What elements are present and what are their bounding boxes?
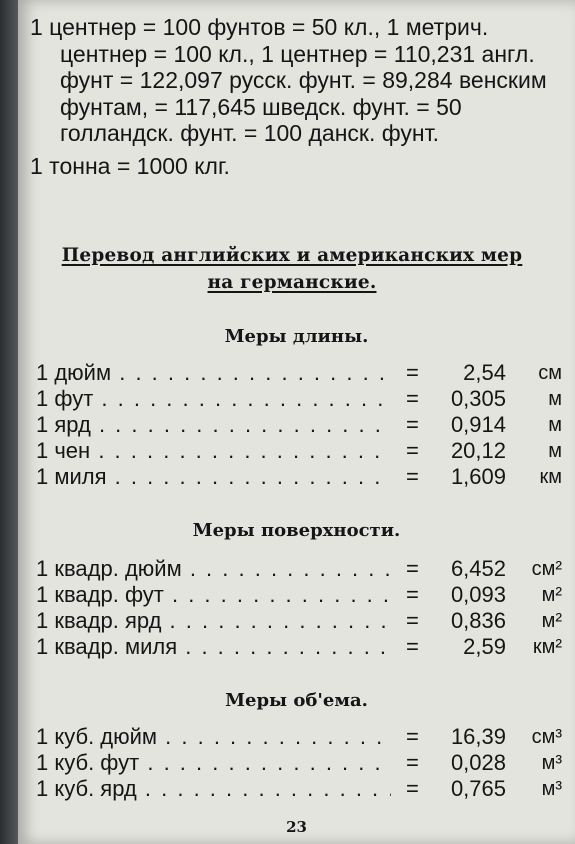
area-heading: Меры поверхности. [192, 520, 401, 541]
measure-unit: м³ [541, 752, 562, 774]
equals-sign: = [406, 608, 419, 633]
measure-value: 0,836 [450, 608, 506, 633]
measure-unit: м [548, 388, 562, 410]
measure-unit: см [538, 362, 562, 384]
table-row [18, 412, 575, 438]
measure-name: 1 фут . . . [36, 386, 391, 412]
measure-unit: м³ [541, 778, 562, 800]
length-table [18, 360, 575, 490]
volume-table [18, 724, 575, 802]
equals-sign: = [406, 750, 419, 775]
equals-sign: = [406, 438, 419, 463]
table-row [18, 750, 575, 776]
measure-name: 1 квадр. ярд . . . [36, 608, 391, 634]
area-table [18, 556, 575, 660]
measure-unit: м² [541, 610, 562, 632]
tonne-paragraph: 1 тонна = 1000 клг. [30, 152, 230, 179]
table-row [18, 582, 575, 608]
equals-sign: = [406, 412, 419, 437]
table-row [18, 464, 575, 490]
measure-unit: м² [541, 584, 562, 606]
book-spine-shadow [0, 0, 18, 844]
book-page [18, 0, 575, 844]
measure-name: 1 чен . . . [36, 438, 391, 464]
equals-sign: = [406, 360, 419, 385]
measure-value: 2,59 [463, 634, 506, 659]
measure-name: 1 куб. фут . . . [36, 750, 391, 776]
table-row [18, 438, 575, 464]
table-row [18, 556, 575, 582]
volume-heading: Меры об'ема. [225, 690, 368, 711]
section-title-line-1: Перевод английских и американских мер [61, 245, 523, 266]
measure-value: 1,609 [450, 464, 506, 489]
section-title-line-2: на германские. [207, 272, 377, 293]
measure-unit: м [548, 440, 562, 462]
measure-value: 0,305 [450, 386, 506, 411]
measure-name: 1 ярд . . . [36, 412, 391, 438]
measure-name: 1 куб. ярд . . . [36, 776, 391, 802]
intro-text [18, 14, 566, 179]
measure-value: 0,765 [450, 776, 506, 801]
measure-value: 6,452 [450, 556, 506, 581]
equals-sign: = [406, 776, 419, 801]
measure-name: 1 квадр. дюйм . . . [36, 556, 391, 582]
measure-unit: см³ [531, 726, 562, 748]
measure-value: 0,028 [450, 750, 506, 775]
measure-name: 1 миля . . . [36, 464, 391, 490]
measure-value: 2,54 [463, 360, 506, 385]
measure-unit: км [539, 466, 562, 488]
measure-name: 1 куб. дюйм . . . [36, 724, 391, 750]
table-row [18, 776, 575, 802]
measure-unit: м [548, 414, 562, 436]
measure-name: 1 квадр. фут . . . [36, 582, 391, 608]
section-title [28, 242, 556, 296]
centner-paragraph: 1 центнер = 100 фунтов = 50 кл., 1 метрич. центнер = 100 кл., 1 центнер = 110,231 англ. фунт = 122,097 русск. фунт. = 89,284 венским фунтам, = 117,645 шведск. фунт. = 50 голландск. фунт. = 100 данск. фунт. [30, 14, 547, 146]
measure-unit: см² [531, 558, 562, 580]
equals-sign: = [406, 556, 419, 581]
measure-value: 0,914 [450, 412, 506, 437]
measure-name: 1 квадр. миля . . . [36, 634, 391, 660]
equals-sign: = [406, 464, 419, 489]
equals-sign: = [406, 724, 419, 749]
equals-sign: = [406, 386, 419, 411]
table-row [18, 724, 575, 750]
page-number: 23 [286, 818, 307, 836]
measure-unit: км² [532, 636, 562, 658]
table-row [18, 634, 575, 660]
measure-value: 0,093 [450, 582, 506, 607]
table-row [18, 608, 575, 634]
equals-sign: = [406, 634, 419, 659]
length-heading: Меры длины. [224, 326, 369, 347]
measure-name: 1 дюйм . . . [36, 360, 391, 386]
measure-value: 16,39 [450, 724, 506, 749]
table-row [18, 386, 575, 412]
measure-value: 20,12 [450, 438, 506, 463]
table-row [18, 360, 575, 386]
equals-sign: = [406, 582, 419, 607]
